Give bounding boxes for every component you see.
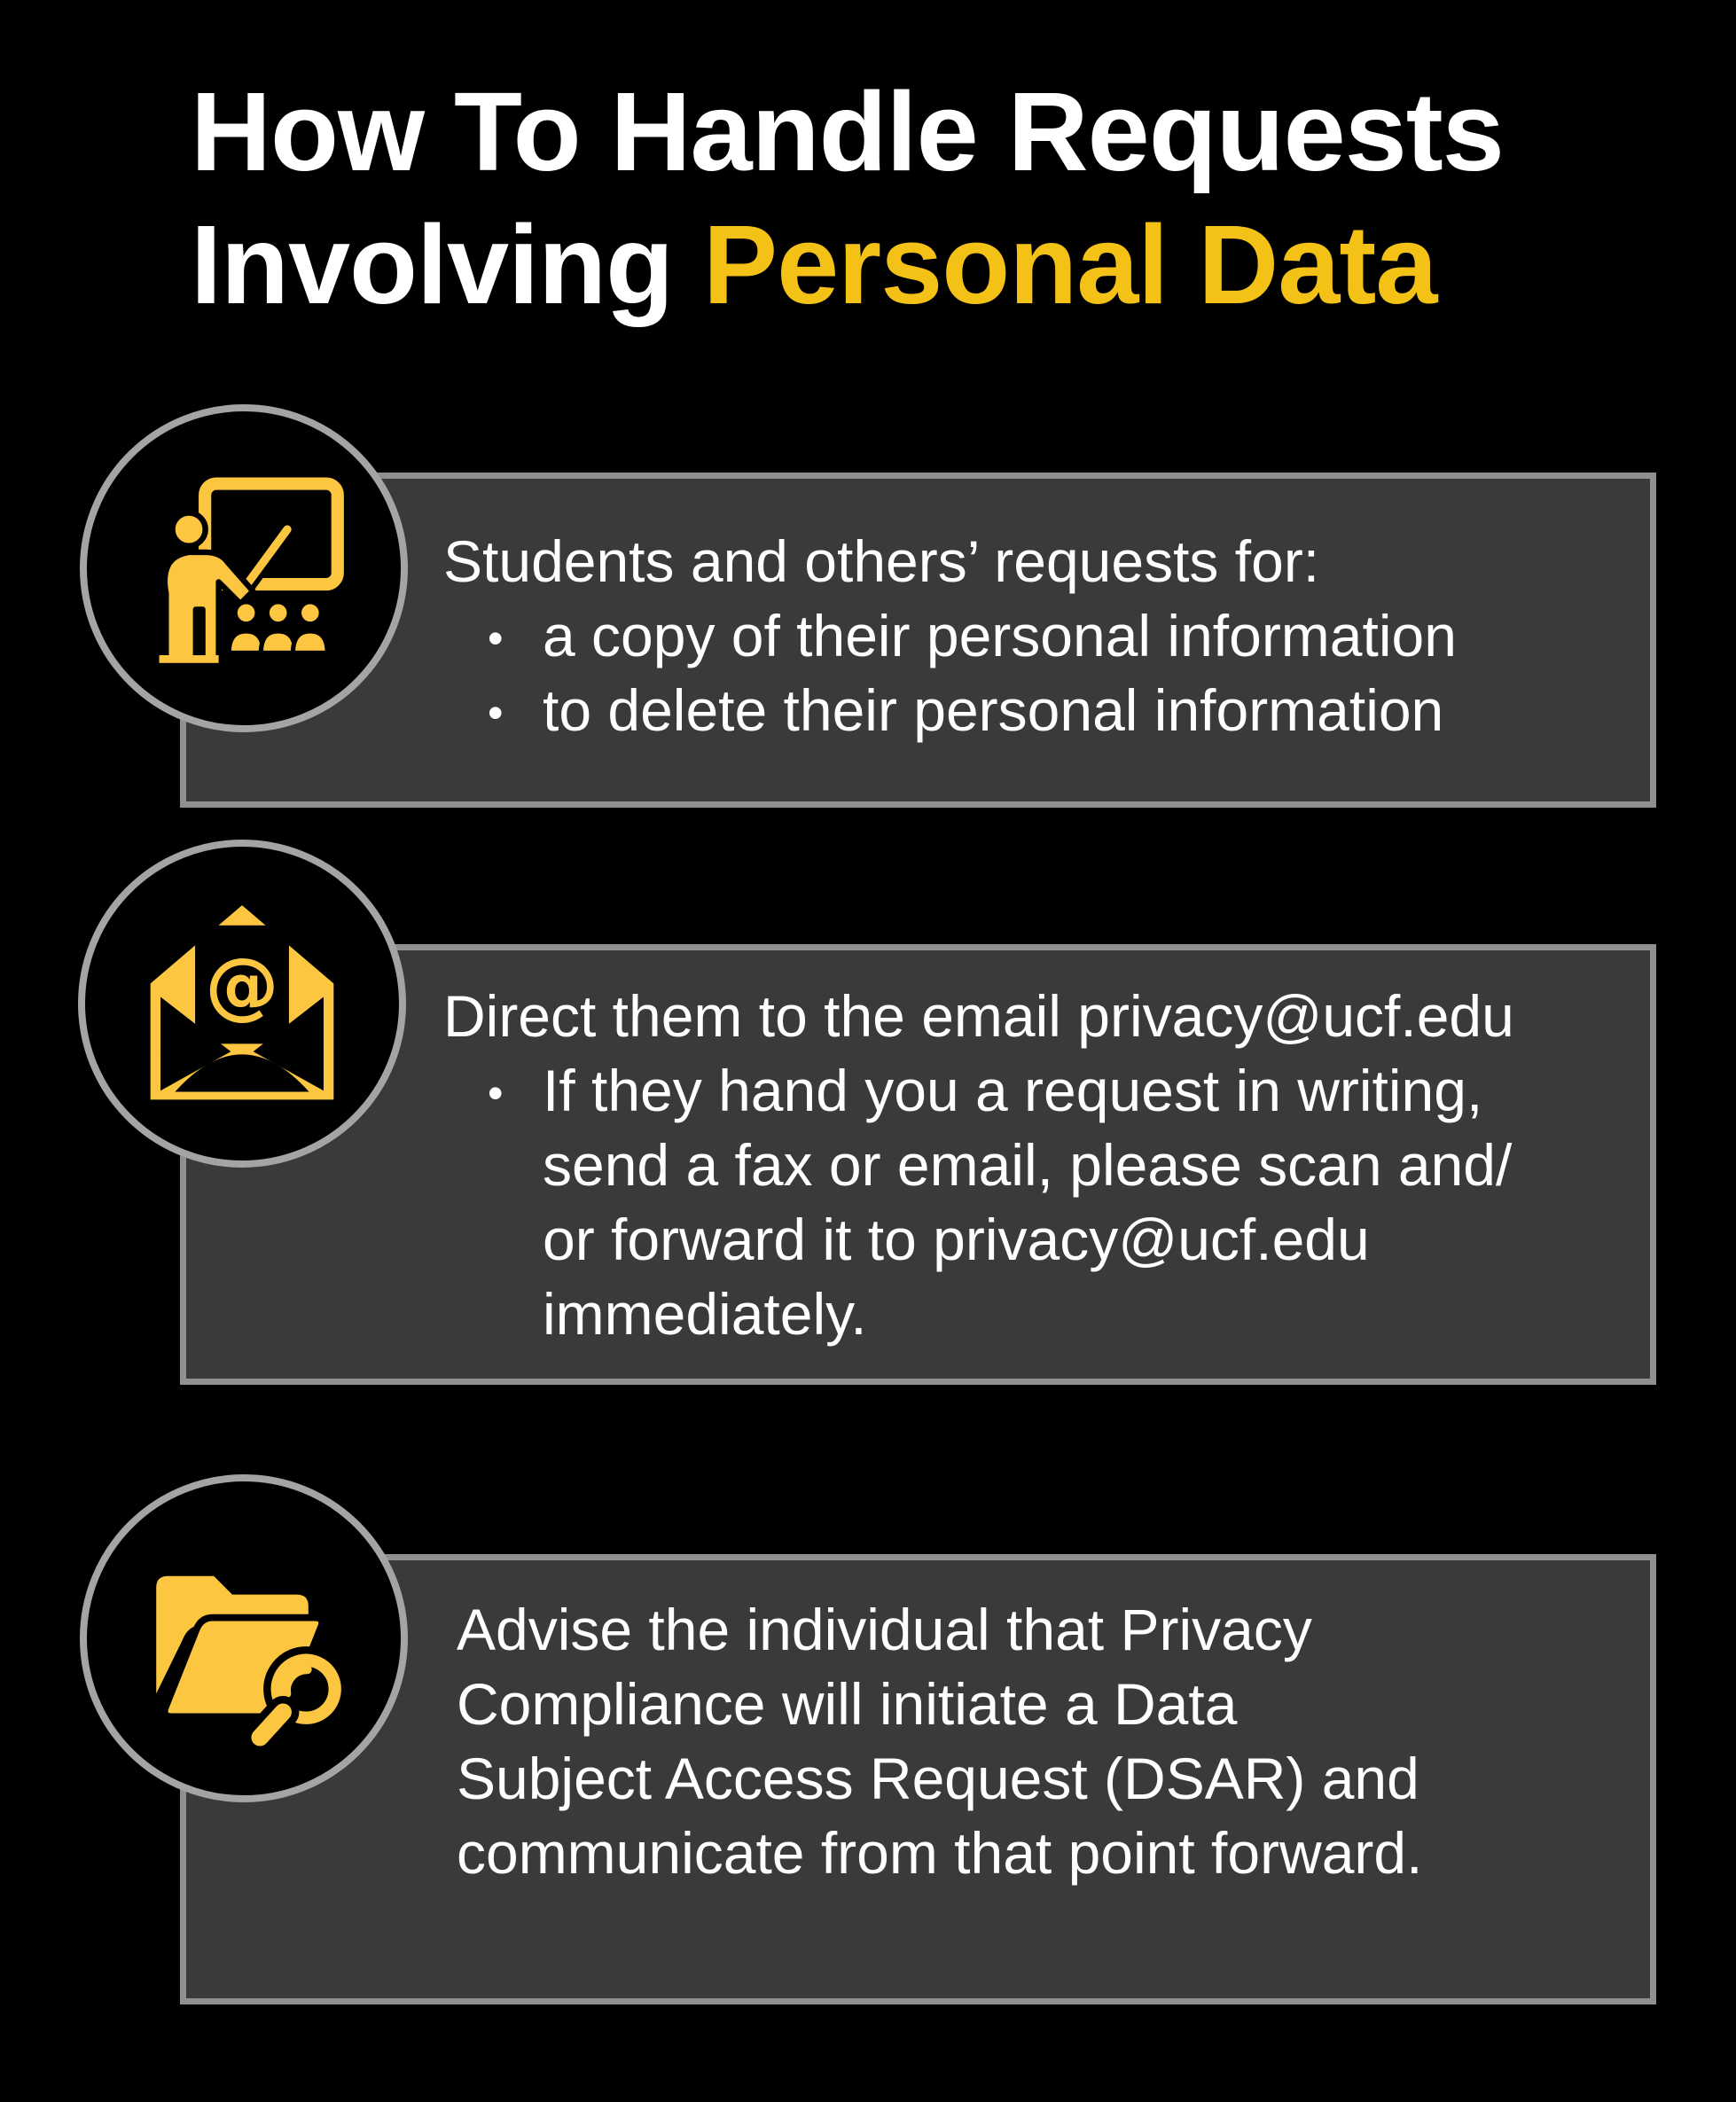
text-line-content: Students and others’ requests for: [443,528,1320,594]
section-icon-badge [80,1474,408,1802]
title-line-1: How To Handle Requests [191,69,1504,194]
text-line-content: Advise the individual that Privacy [457,1597,1312,1662]
section-icon-badge [80,404,408,732]
text-line [443,673,1457,747]
text-line-content: communicate from that point forward. [457,1820,1423,1886]
text-line [443,1202,1514,1277]
title-line-2-highlight: Personal Data [703,202,1437,327]
bullet-dot: • [488,613,504,663]
text-line [443,979,1514,1053]
open-email-icon [130,892,354,1115]
text-line [443,598,1457,673]
text-line [443,1128,1514,1202]
text-line-content: a copy of their personal information [543,603,1457,668]
text-line-content: Direct them to the email privacy@ucf.edu [443,983,1514,1049]
text-line-content: immediately. [543,1281,867,1347]
page-title [191,66,1504,332]
text-line [457,1741,1422,1816]
bullet-dot: • [488,1068,504,1118]
folder-search-icon [129,1523,359,1754]
svg-text:@: @ [205,942,279,1028]
section-icon-badge [78,840,406,1168]
title-line-2-prefix: Involving [191,202,704,327]
bullet-dot: • [488,688,504,738]
text-line-content: send a fax or email, please scan and/ [543,1132,1513,1198]
info-box-direct-email-text [443,979,1514,1351]
info-box-dsar-text [457,1592,1422,1890]
text-line [443,1053,1514,1128]
text-line-content: or forward it to privacy@ucf.edu [543,1207,1370,1272]
info-box-requests-text [443,524,1457,747]
text-line-content: Subject Access Request (DSAR) and [457,1746,1419,1811]
text-line [443,1277,1514,1351]
text-line-content: Compliance will initiate a Data [457,1671,1238,1737]
text-line-content: If they hand you a request in writing, [543,1058,1483,1123]
text-line [443,524,1457,598]
text-line [457,1592,1422,1667]
text-line [457,1667,1422,1741]
title-line-2 [191,199,1504,332]
teacher-presentation-icon [129,454,358,683]
text-line-content: to delete their personal information [543,677,1444,743]
text-line [457,1816,1422,1890]
